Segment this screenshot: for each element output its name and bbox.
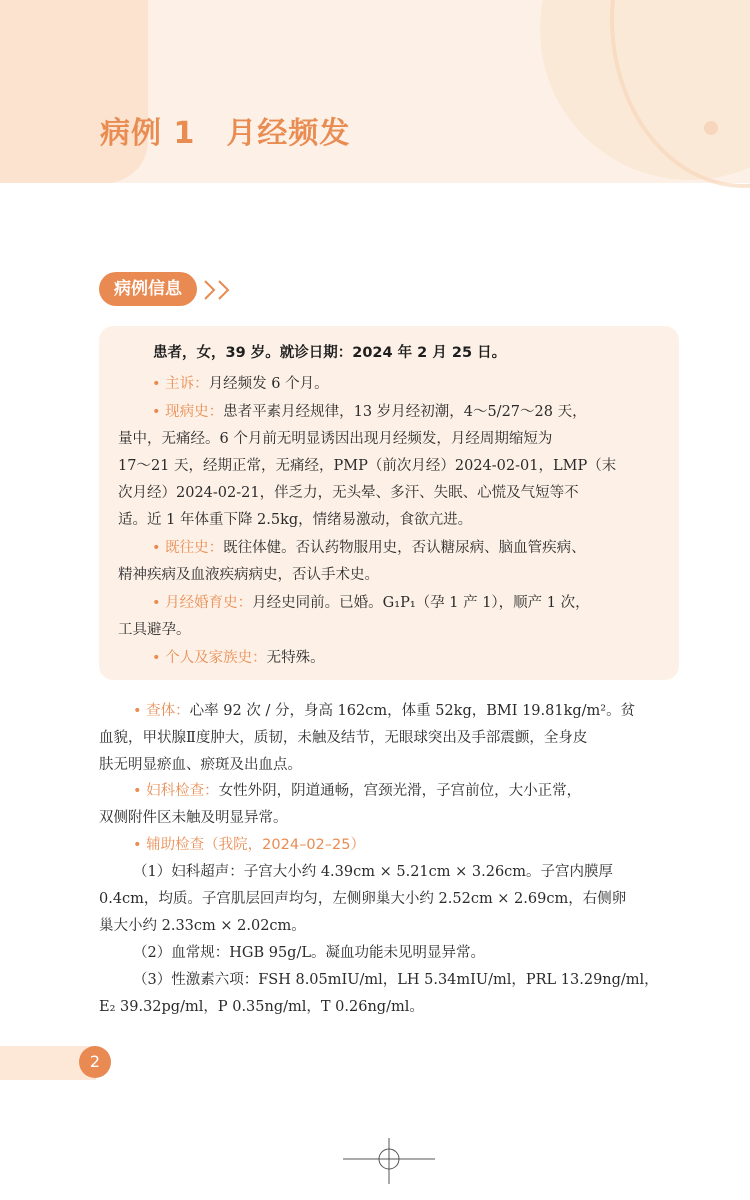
ultrasound-line: 巢大小约 2.33cm × 2.02cm。 [99,918,306,934]
ultrasound-line: 0.4cm，均质。子宫肌层回声均匀，左侧卵巢大小约 2.52cm × 2.69cm，右侧卵 [99,891,627,907]
past-history-text: 既往体健。否认药物服用史，否认糖尿病、脑血管疾病、 [223,540,586,556]
physical-exam-line: 肤无明显瘀血、瘀斑及出血点。 [99,757,302,773]
chief-complaint [152,374,329,394]
patient-summary: 患者，女，39 岁。就诊日期：2024 年 2 月 25 日。 [153,345,507,361]
chief-complaint-label: • 主诉： [152,376,209,392]
menstrual-history-text: 月经史同前。已婚。G₁P₁（孕 1 产 1），顺产 1 次， [252,595,590,611]
physical-exam-text: 心率 92 次 / 分，身高 162cm，体重 52kg，BMI 19.81kg/m²。贫 [189,703,636,719]
family-history-line [152,648,325,668]
family-history-label: • 个人及家族史： [152,650,267,666]
present-history-line: 适。近 1 年体重下降 2.5kg，情绪易激动，食欲亢进。 [118,512,473,528]
gyn-exam-line: 双侧附件区未触及明显异常。 [99,810,288,826]
menstrual-history-label: • 月经婚育史： [152,595,253,611]
menstrual-history-line: 工具避孕。 [118,622,191,638]
blood-test-line: （2）血常规：HGB 95g/L。凝血功能未见明显异常。 [133,945,485,961]
hormone-line: （3）性激素六项：FSH 8.05mIU/ml，LH 5.34mIU/ml，PRL 13.29ng/ml， [133,972,659,988]
hormone-line: E₂ 39.32pg/ml，P 0.35ng/ml，T 0.26ng/ml。 [99,999,424,1015]
gyn-exam-line [133,781,581,801]
physical-exam-label: • 查体： [133,703,190,719]
present-history-label: • 现病史： [152,404,224,420]
chapter-title: 病例 1 月经频发 [100,116,351,151]
family-history-text: 无特殊。 [266,650,325,666]
header-tab-shape [0,0,148,183]
physical-exam-line [133,701,635,721]
ultrasound-line: （1）妇科超声：子宫大小约 4.39cm × 5.21cm × 3.26cm。子宫内膜厚 [133,864,614,880]
past-history-line: 精神疾病及血液疾病病史，否认手术史。 [118,567,379,583]
gyn-exam-text: 女性外阴，阴道通畅，宫颈光滑，子宫前位，大小正常， [218,783,582,799]
aux-exam-heading: • 辅助检查（我院，2024–02–25） [133,837,365,853]
crop-mark-icon [343,1138,435,1184]
present-history-line: 量中，无痛经。6 个月前无明显诱因出现月经频发，月经周期缩短为 [118,431,553,447]
present-history-line: 次月经）2024-02-21，伴乏力，无头晕、多汗、失眠、心慌及气短等不 [118,485,579,501]
past-history-line [152,538,586,558]
double-chevron-icon [203,279,233,301]
physical-exam-line: 血貌，甲状腺Ⅱ度肿大，质韧，未触及结节，无眼球突出及手部震颤，全身皮 [99,730,588,746]
gyn-exam-label: • 妇科检查： [133,783,219,799]
section-heading-pill: 病例信息 [99,272,197,306]
present-history-text: 患者平素月经规律，13 岁月经初潮，4～5/27～28 天， [223,404,587,420]
chief-complaint-text: 月经频发 6 个月。 [208,376,329,392]
present-history-line: 17～21 天，经期正常，无痛经，PMP（前次月经）2024-02-01，LMP（末 [118,458,617,474]
menstrual-history-line [152,593,590,613]
page-number: 2 [79,1046,111,1078]
past-history-label: • 既往史： [152,540,224,556]
present-history-line [152,402,587,422]
header-dot-decoration [704,121,718,135]
